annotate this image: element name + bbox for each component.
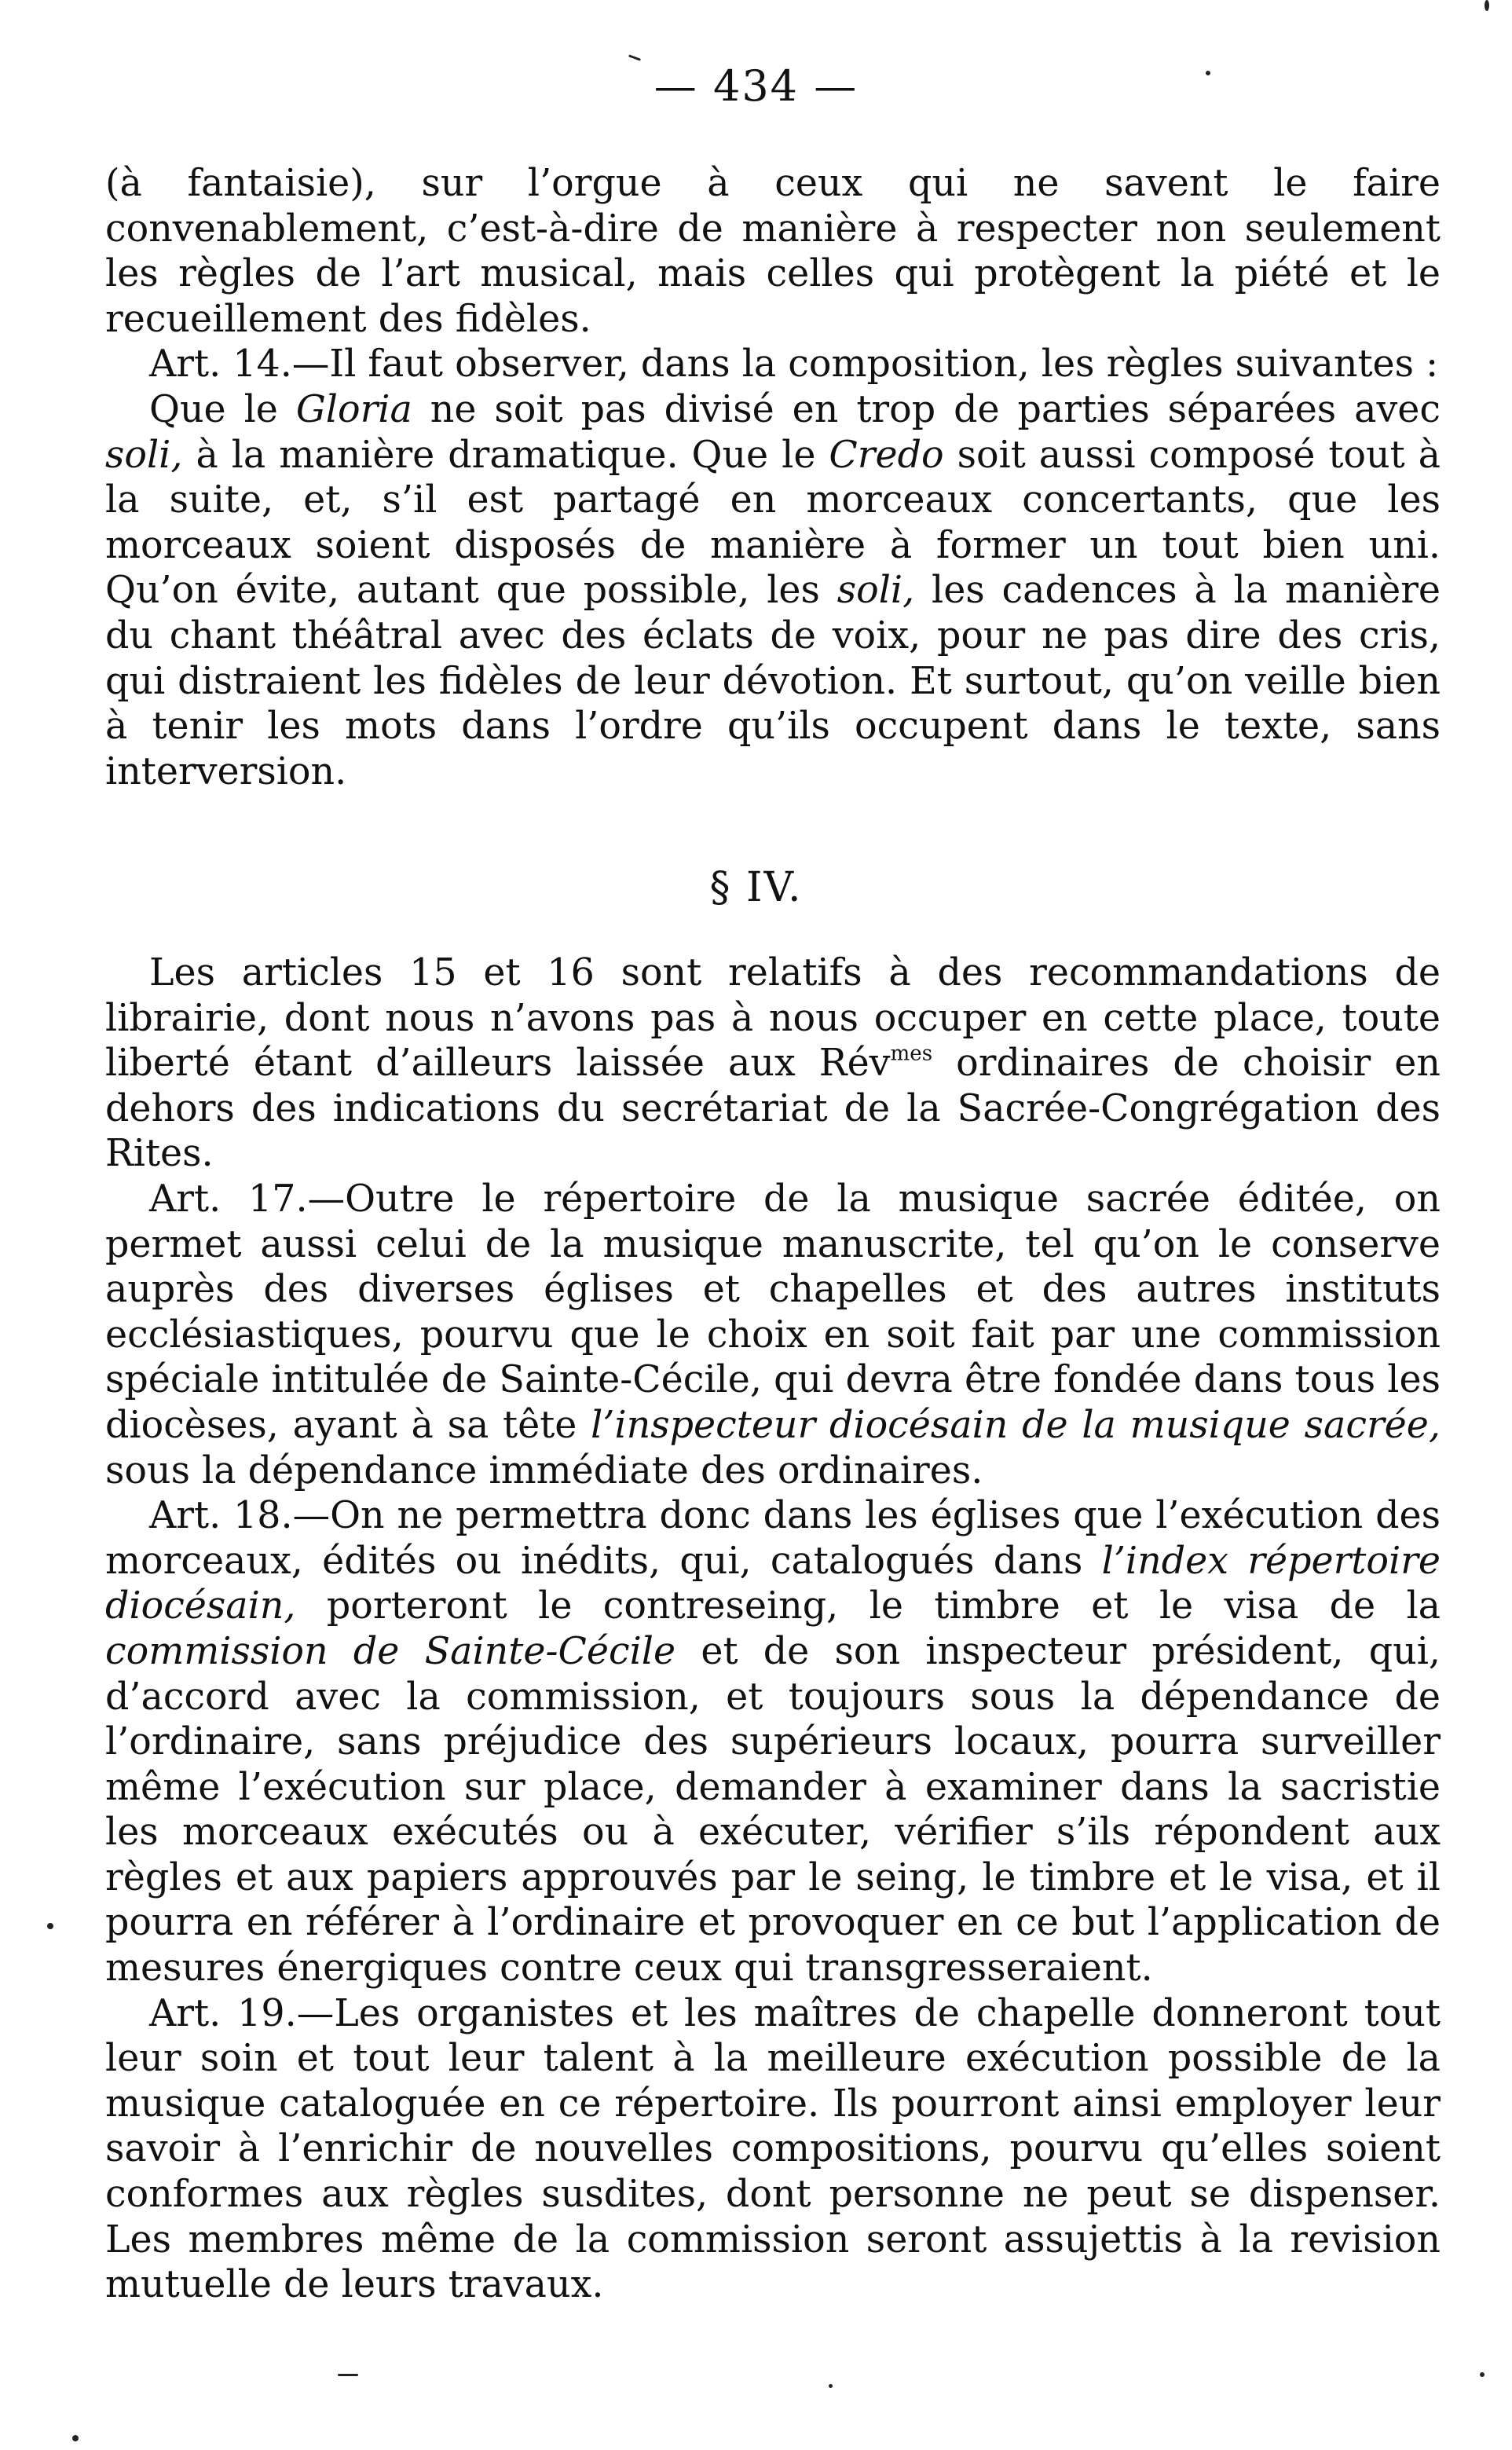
paragraph-text: —Les organistes et les maîtres de chapelle donneront tout leur soin et tout leur talent à la meilleure exécution possible de la musique cataloguée en ce répertoire. Ils pourront ainsi employer leur savoir à l’enrichir de nouvelles compositions, pourvu qu’elles soient conformes aux règles susdites, dont personne ne peut se dispenser. Les membres même de la commission seront assujettis à la revision mutuelle de leurs travaux.: [105, 1991, 1441, 2307]
soli-term: soli,: [837, 569, 915, 613]
inspector-title: l’inspecteur diocésain de la musique sacrée,: [591, 1403, 1441, 1447]
paragraph-text: porteront le contreseing, le timbre et le visa de la: [295, 1584, 1441, 1628]
index-title: l’index répertoire diocésain,: [105, 1539, 1441, 1628]
article-19-label: Art. 19.: [149, 1991, 297, 2035]
paragraph-articles-15-16: [105, 950, 1441, 1177]
paragraph-article-14: [105, 342, 1441, 387]
paragraph-text: ne soit pas divisé en trop de parties séparées avec: [412, 387, 1441, 431]
section-heading: § IV.: [709, 864, 803, 911]
article-18-label: Art. 18.: [149, 1494, 293, 1538]
paragraph-text: Les articles 15 et 16 sont relatifs à des recommandations de librairie, dont nous n’avons pas à nous occuper en cette place, toute liberté étant d’ailleurs laissée aux Rév: [105, 951, 1441, 1086]
article-14-text: —Il faut observer, dans la composition, les règles suivantes :: [291, 342, 1439, 386]
scan-speck: [338, 2374, 358, 2376]
scan-speck: [72, 2435, 79, 2441]
gloria-term: Gloria: [295, 387, 412, 431]
scan-speck: [628, 54, 641, 60]
scan-speck: [1480, 2372, 1485, 2377]
paragraph-article-17: [105, 1177, 1441, 1493]
paragraph-text: à la manière dramatique. Que le: [182, 433, 829, 477]
paragraph-article-19: [105, 1991, 1441, 2308]
paragraph-text: les cadences à la manière du chant théâtral avec des éclats de voix, pour ne pas dire des cris, qui distraient les fidèles de leur dévotion. Et surtout, qu’on veille bien à tenir les mots dans l’ordre qu’ils occupent dans le texte, sans interversion.: [105, 569, 1441, 793]
paragraph-text: —Outre le répertoire de la musique sacrée éditée, on permet aussi celui de la musique manuscrite, tel qu’on le conserve auprès des diverses églises et chapelles et des autres instituts ecclésiastiques, pourvu que le choix en soit fait par une commission spéciale intitulée de Sainte-Cécile, qui devra être fondée dans tous les diocèses, ayant à sa tête: [105, 1177, 1441, 1447]
scan-speck: [47, 1923, 53, 1929]
paragraph-text: et de son inspecteur président, qui, d’accord avec la commission, et toujours sous la dépendance de l’ordinaire, sans préjudice des supérieurs locaux, pourra surveiller même l’exécution sur place, demander à examiner dans la sacristie les morceaux exécutés ou à exécuter, vérifier s’ils répondent aux règles et aux papiers approuvés par le seing, le timbre et le visa, et il pourra en référer à l’ordinaire et provoquer en ce but l’application de mesures énergiques contre ceux qui transgresseraient.: [105, 1629, 1441, 1990]
paragraph-text: Que le: [149, 387, 296, 431]
paragraph-composition-rules: [105, 387, 1441, 794]
paragraph-text: soit aussi composé tout à la suite, et, s’il est partagé en morceaux concertants, que les morceaux soient disposés de manière à former un tout bien uni. Qu’on évite, autant que possible, les: [105, 433, 1441, 613]
paragraph-text: —On ne permettra donc dans les églises que l’exécution des morceaux, édités ou inédits, qui, catalogués dans: [105, 1494, 1441, 1583]
paragraph-article-18: [105, 1493, 1441, 1991]
article-14-label: Art. 14.: [149, 342, 292, 386]
paragraph-text: (à fantaisie), sur l’orgue à ceux qui ne savent le faire convenablement, c’est-à-dire de manière à respecter non seulement les règles de l’art musical, mais celles qui protègent la piété et le recueillement des fidèles.: [105, 162, 1441, 341]
page-number: — 434 —: [653, 61, 859, 111]
paragraph-text: ordinaires de choisir en dehors des indications du secrétariat de la Sacrée-Congrégation des Rites.: [105, 1042, 1441, 1176]
scan-speck: [1206, 71, 1210, 75]
credo-term: Credo: [829, 433, 944, 477]
text-block-articles-top: [105, 161, 1441, 794]
paragraph-text: sous la dépendance immédiate des ordinaires.: [105, 1448, 983, 1492]
scan-speck: [1485, 0, 1489, 11]
scan-speck: [829, 2384, 833, 2388]
soli-term: soli,: [105, 433, 183, 477]
article-17-label: Art. 17.: [149, 1177, 308, 1221]
paragraph-organ-fantasia: [105, 161, 1441, 342]
text-block-articles-bottom: [105, 950, 1441, 2308]
superscript-abbreviation: mes: [890, 1042, 933, 1066]
commission-title: commission de Sainte-Cécile: [105, 1629, 676, 1673]
